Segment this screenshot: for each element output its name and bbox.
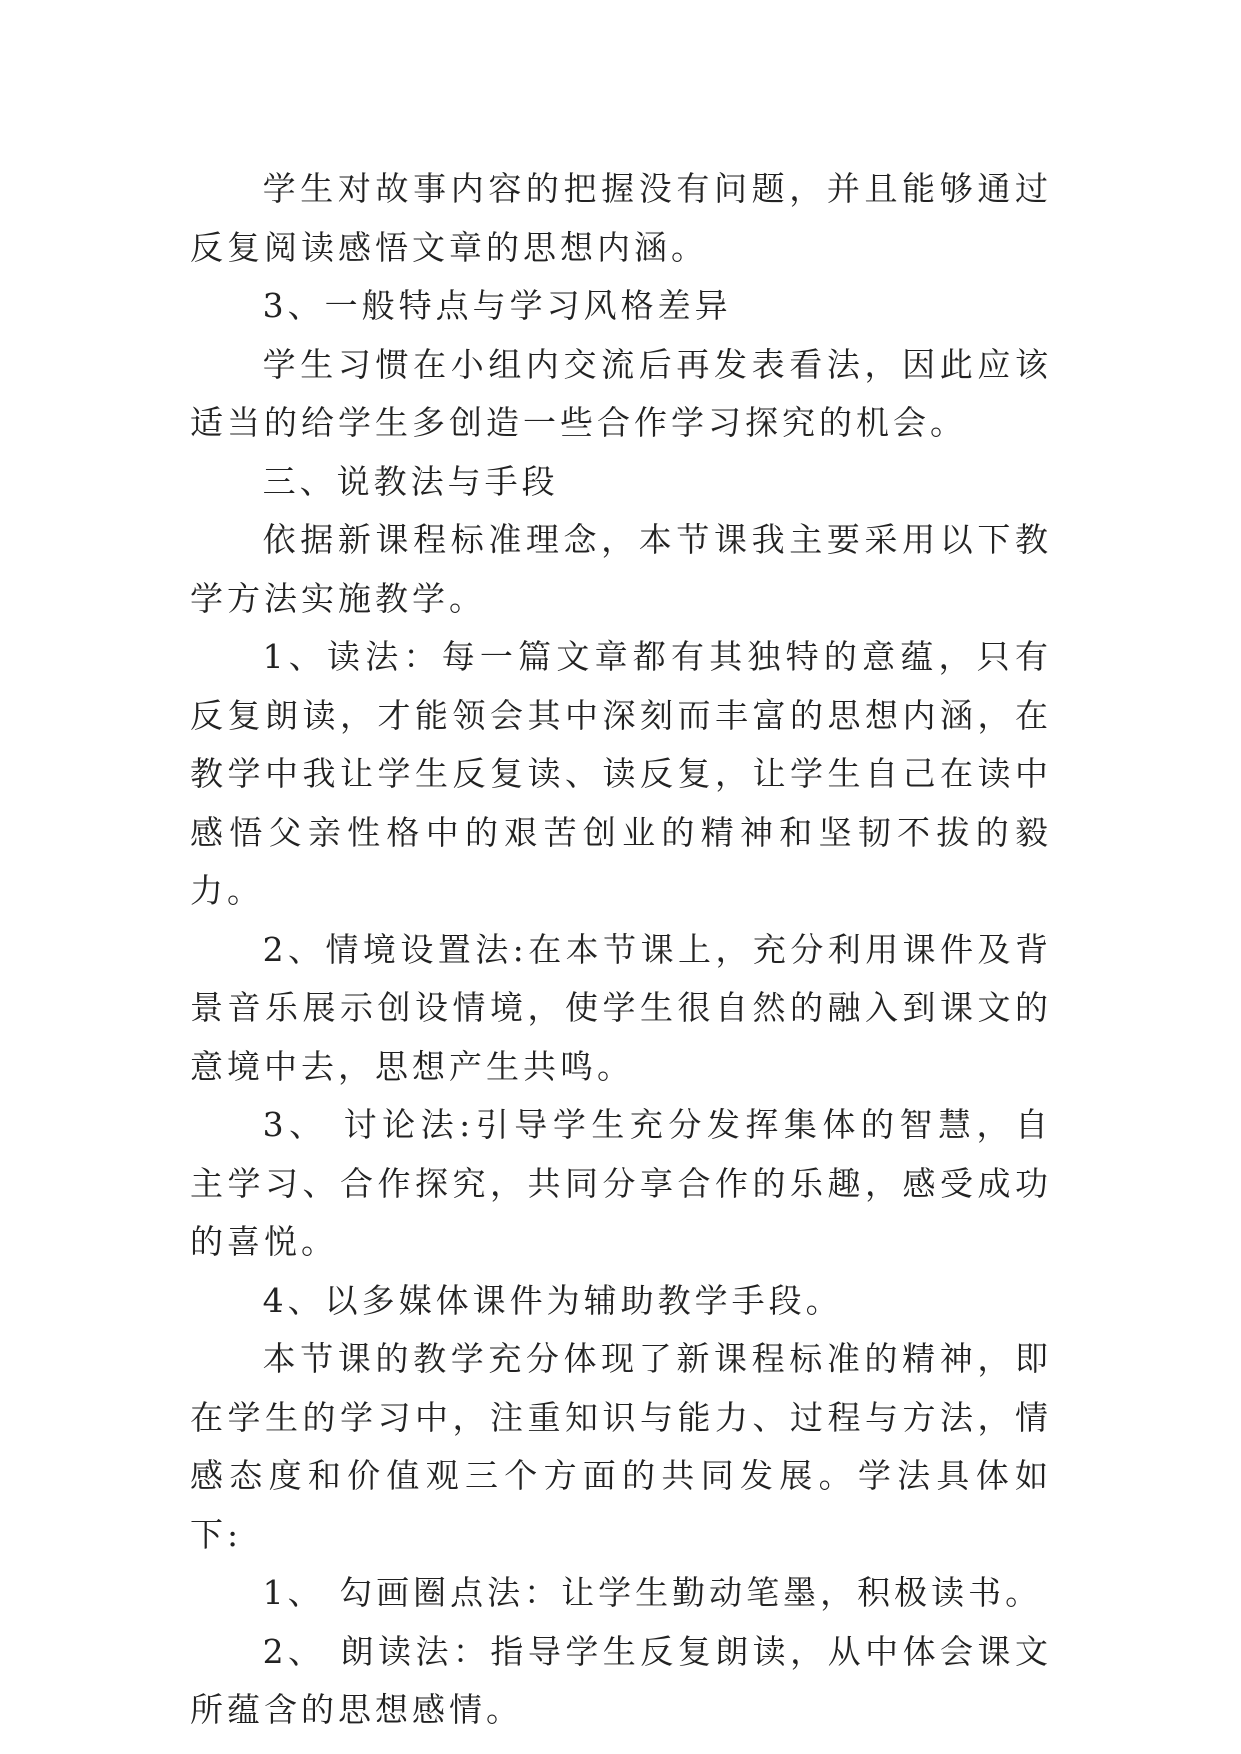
paragraph-annotation-method: 1、 勾画圈点法：让学生勤动笔墨，积极读书。 [262, 1573, 1043, 1612]
paragraph-multimedia: 4、以多媒体课件为辅助教学手段。 [262, 1280, 843, 1320]
paragraph-comprehension: 学生对故事内容的把握没有问题，并且能够通过反复阅读感悟文章的思想内涵。 [190, 169, 1052, 267]
paragraph-situation-method: 2、情境设置法:在本节课上，充分利用课件及背景音乐展示创设情境，使学生很自然的融入到课文的意境中去，思想产生共鸣。 [190, 929, 1052, 1086]
paragraph-discussion-method: 3、 讨论法:引导学生充分发挥集体的智慧，自主学习、合作探究，共同分享合作的乐趣，感受成功的喜悦。 [190, 1105, 1052, 1261]
heading-learning-style: 3、一般特点与学习风格差异 [262, 286, 732, 325]
paragraph-methods-intro: 依据新课程标准理念，本节课我主要采用以下教学方法实施教学。 [190, 520, 1052, 618]
paragraph-reading-method: 1、读法：每一篇文章都有其独特的意蕴，只有反复朗读，才能领会其中深刻而丰富的思想内涵，在教学中我让学生反复读、读反复，让学生自己在读中感悟父亲性格中的艰苦创业的精神和坚韧不拔的毅力。 [190, 637, 1052, 910]
document-body [190, 160, 1052, 1740]
heading-teaching-methods: 三、说教法与手段 [262, 461, 559, 501]
paragraph-group-discussion: 学生习惯在小组内交流后再发表看法，因此应该适当的给学生多创造一些合作学习探究的机会。 [190, 344, 1052, 442]
paragraph-read-aloud-method: 2、 朗读法：指导学生反复朗读，从中体会课文所蕴含的思想感情。 [190, 1631, 1052, 1729]
paragraph-learning-methods-intro: 本节课的教学充分体现了新课程标准的精神，即在学生的学习中，注重知识与能力、过程与方法，情感态度和价值观三个方面的共同发展。学法具体如下: [190, 1339, 1052, 1554]
